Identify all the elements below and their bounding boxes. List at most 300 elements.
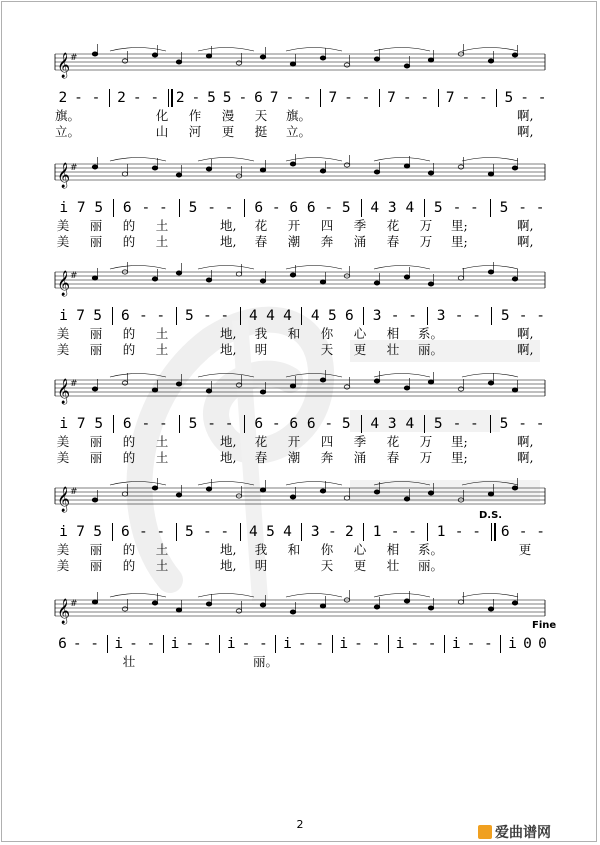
jianpu-note: - xyxy=(271,200,281,216)
jianpu-note: 6 xyxy=(345,308,354,324)
key-sharp-icon: # xyxy=(70,487,78,497)
lyric-syllable: 壮 xyxy=(386,342,400,357)
jianpu-note: 5 xyxy=(93,524,103,540)
staff-note xyxy=(152,601,158,605)
lyric-syllable: 里; xyxy=(451,434,468,449)
staff-note xyxy=(290,495,296,499)
staff-note xyxy=(290,273,296,277)
barline xyxy=(168,89,169,107)
jianpu-note: - - xyxy=(141,200,168,216)
staff-note xyxy=(344,385,350,389)
staff-note xyxy=(374,57,380,61)
staff-note xyxy=(290,384,296,388)
lyric-syllable: 的 xyxy=(122,558,136,573)
lyric-line-2 xyxy=(55,449,550,467)
staff-note xyxy=(260,603,266,607)
lyric-syllable: 美 xyxy=(56,434,70,449)
jianpu-note: i xyxy=(59,308,68,324)
jianpu-note: 3 xyxy=(387,200,397,216)
jianpu-note: - - xyxy=(132,90,160,106)
lyric-syllable: 土 xyxy=(155,234,169,249)
jianpu-note: - - xyxy=(466,636,493,652)
lyric-syllable: 土 xyxy=(155,558,169,573)
lyric-syllable: 明 xyxy=(254,558,268,573)
barline xyxy=(112,523,113,541)
barline xyxy=(332,635,333,653)
barline xyxy=(113,199,114,217)
jianpu-note: 0 xyxy=(538,636,547,652)
staff-note xyxy=(344,163,350,167)
jianpu-note: - - xyxy=(202,308,230,324)
jianpu-note: 6 xyxy=(289,200,299,216)
jianpu-note: i xyxy=(59,416,69,432)
lyric-syllable: 天 xyxy=(320,558,334,573)
jianpu-note: - - xyxy=(518,524,545,540)
barline xyxy=(244,199,245,217)
key-sharp-icon: # xyxy=(70,599,78,609)
jianpu-note: 6 xyxy=(254,416,264,432)
jianpu-note: - - xyxy=(185,636,212,652)
staff-note xyxy=(512,601,518,605)
treble-clef-icon: 𝄞 xyxy=(57,163,71,188)
jianpu-note: 6 xyxy=(122,416,132,432)
staff-note xyxy=(458,276,464,280)
jianpu-note: 3 xyxy=(310,524,320,540)
staff-note xyxy=(512,486,518,490)
staff-note xyxy=(488,381,494,385)
lyric-syllable: 和 xyxy=(287,542,301,557)
staff-note xyxy=(320,56,326,60)
lyric-syllable: 土 xyxy=(155,450,169,465)
lyric-syllable: 土 xyxy=(155,342,169,357)
jianpu-note: 3 xyxy=(436,308,446,324)
staff-note xyxy=(176,382,182,386)
lyric-syllable: 美 xyxy=(56,342,70,357)
jianpu-note: - - xyxy=(202,524,230,540)
jianpu-note: 2 xyxy=(345,524,354,540)
jianpu-note: 5 xyxy=(266,524,275,540)
lyric-syllable: 心 xyxy=(353,326,367,341)
lyric-syllable: 的 xyxy=(122,218,136,233)
lyric-syllable: 旗。 xyxy=(286,108,312,123)
jianpu-note: - - xyxy=(72,636,100,652)
treble-clef-icon: 𝄞 xyxy=(57,271,71,296)
jianpu-note: - - xyxy=(390,308,417,324)
staff-note xyxy=(344,63,350,67)
lyric-syllable: 丽。 xyxy=(253,654,279,669)
staff-note xyxy=(404,497,410,501)
jianpu-note: 4 xyxy=(405,416,415,432)
barline xyxy=(444,635,445,653)
lyric-syllable: 我 xyxy=(254,326,268,341)
treble-clef-icon: 𝄞 xyxy=(57,379,71,404)
lyric-syllable: 相 xyxy=(386,542,400,557)
staff-note xyxy=(512,277,518,281)
staff-note xyxy=(320,489,326,493)
lyric-syllable: 天 xyxy=(254,108,268,123)
jianpu-note: i xyxy=(170,636,180,652)
lyric-syllable: 的 xyxy=(122,450,136,465)
lyric-syllable: 开 xyxy=(287,218,301,233)
lyric-syllable: 更 xyxy=(353,342,367,357)
jianpu-note: - - xyxy=(518,308,545,324)
jianpu-note: - - xyxy=(207,416,234,432)
lyric-syllable: 潮 xyxy=(287,234,301,249)
barline xyxy=(179,199,180,217)
staff-note xyxy=(152,166,158,170)
lyric-syllable: 旗。 xyxy=(55,108,81,123)
staff-note xyxy=(152,388,158,392)
jianpu-note: - - xyxy=(141,416,168,432)
jianpu-note: - - xyxy=(454,308,481,324)
lyric-syllable: 四 xyxy=(320,434,334,449)
staff-note xyxy=(92,52,98,56)
lyric-syllable: 壮 xyxy=(122,654,136,669)
staff-note xyxy=(488,270,494,274)
staff-note xyxy=(236,609,242,613)
jianpu-note: - xyxy=(238,90,248,106)
barline xyxy=(424,415,425,433)
staff-note xyxy=(176,271,182,275)
jianpu-note: 7 xyxy=(76,200,86,216)
lyric-syllable: 立。 xyxy=(286,124,312,139)
jianpu-note: - - xyxy=(74,90,101,106)
jianpu-note: 2 xyxy=(58,90,68,106)
barline xyxy=(301,523,302,541)
barline xyxy=(388,635,389,653)
staff-note xyxy=(404,275,410,279)
staff-note xyxy=(488,172,494,176)
staff-note xyxy=(374,605,380,609)
jianpu-note: 7 xyxy=(387,90,396,106)
lyric-syllable: 的 xyxy=(122,434,136,449)
lyric-syllable: 的 xyxy=(122,234,136,249)
jianpu-note: - - xyxy=(454,524,481,540)
staff-note xyxy=(152,277,158,281)
staff-note xyxy=(320,169,326,173)
jianpu-note: 5 xyxy=(341,416,351,432)
staff-note xyxy=(488,59,494,63)
barline xyxy=(179,415,180,433)
staff-note xyxy=(428,282,434,286)
treble-clef-icon: 𝄞 xyxy=(57,487,71,512)
lyric-syllable: 漫 xyxy=(221,108,235,123)
lyric-syllable: 土 xyxy=(155,542,169,557)
staff-note xyxy=(512,53,518,57)
jianpu-note: 5 xyxy=(499,416,509,432)
lyric-syllable: 丽 xyxy=(89,542,103,557)
staff-5 xyxy=(0,482,600,522)
staff-note xyxy=(260,55,266,59)
jianpu-note: 5 xyxy=(93,308,103,324)
key-sharp-icon: # xyxy=(70,379,78,389)
jianpu-note: - - xyxy=(297,636,325,652)
staff-note xyxy=(260,390,266,394)
jianpu-note: 5 xyxy=(188,416,198,432)
lyric-syllable: 山 xyxy=(155,124,169,139)
staff-note xyxy=(236,272,242,276)
jianpu-note: 5 xyxy=(185,524,194,540)
barline xyxy=(301,307,302,325)
staff-note xyxy=(122,59,128,63)
lyric-syllable: 化 xyxy=(155,108,169,123)
lyric-syllable: 美 xyxy=(56,450,70,465)
lyric-syllable: 万 xyxy=(419,218,433,233)
barline xyxy=(275,635,276,653)
jianpu-note: 5 xyxy=(188,200,198,216)
lyric-syllable: 美 xyxy=(56,218,70,233)
barline xyxy=(107,635,108,653)
fine-mark: Fine xyxy=(532,620,557,631)
lyric-syllable: 系。 xyxy=(418,542,444,557)
lyric-syllable: 壮 xyxy=(386,558,400,573)
staff-2 xyxy=(0,158,600,198)
barline xyxy=(427,307,428,325)
lyric-line-2 xyxy=(55,123,550,141)
staff-note xyxy=(458,165,464,169)
lyric-syllable: 土 xyxy=(155,326,169,341)
jianpu-note: 7 xyxy=(328,90,338,106)
lyric-syllable: 天 xyxy=(320,342,334,357)
barline xyxy=(112,307,113,325)
lyric-syllable: 万 xyxy=(419,450,433,465)
jianpu-note: 0 xyxy=(523,636,532,652)
lyric-syllable: 花 xyxy=(386,434,400,449)
jianpu-note: - - xyxy=(452,416,479,432)
lyric-syllable: 花 xyxy=(386,218,400,233)
staff-note xyxy=(260,279,266,283)
key-sharp-icon: # xyxy=(70,53,78,63)
jianpu-note: 4 xyxy=(283,524,292,540)
staff-note xyxy=(458,387,464,391)
jianpu-note: 1 xyxy=(436,524,446,540)
lyric-syllable: 地, xyxy=(220,450,237,465)
lyric-syllable: 奔 xyxy=(320,450,334,465)
lyric-syllable: 奔 xyxy=(320,234,334,249)
jianpu-row-4 xyxy=(55,414,550,434)
lyric-syllable: 丽。 xyxy=(418,558,444,573)
jianpu-note: - - xyxy=(461,90,488,106)
jianpu-note: - - xyxy=(402,90,430,106)
lyric-syllable: 地, xyxy=(220,434,237,449)
lyric-syllable: 开 xyxy=(287,434,301,449)
jianpu-note: - xyxy=(327,524,337,540)
jianpu-note: 1 xyxy=(372,524,382,540)
staff-note xyxy=(374,281,380,285)
staff-note xyxy=(428,606,434,610)
lyric-syllable: 啊, xyxy=(517,108,534,123)
jianpu-note: - xyxy=(324,416,334,432)
lyric-syllable: 你 xyxy=(320,326,334,341)
jianpu-note: - - xyxy=(138,308,166,324)
staff-note xyxy=(260,488,266,492)
jianpu-note: - xyxy=(324,200,334,216)
jianpu-note: 6 xyxy=(121,524,130,540)
staff-note xyxy=(206,167,212,171)
staff-note xyxy=(260,168,266,172)
lyric-syllable: 季 xyxy=(353,218,367,233)
lyric-syllable: 地, xyxy=(220,218,237,233)
staff-4 xyxy=(0,374,600,414)
jianpu-note: - - xyxy=(518,200,545,216)
jianpu-note: - - xyxy=(390,524,417,540)
barline xyxy=(363,307,364,325)
lyric-syllable: 丽。 xyxy=(418,342,444,357)
staff-note xyxy=(320,604,326,608)
staff-note xyxy=(206,487,212,491)
jianpu-row-3 xyxy=(55,306,550,326)
lyric-syllable: 丽 xyxy=(89,326,103,341)
jianpu-note: - - xyxy=(410,636,437,652)
barline xyxy=(490,415,491,433)
jianpu-note: - - xyxy=(344,90,371,106)
jianpu-row-2 xyxy=(55,198,550,218)
staff-1 xyxy=(0,48,600,88)
staff-6 xyxy=(0,594,600,634)
staff-note xyxy=(428,380,434,384)
jianpu-note: - xyxy=(191,90,201,106)
staff-note xyxy=(320,280,326,284)
jianpu-note: - - xyxy=(207,200,234,216)
lyric-syllable: 挺 xyxy=(254,124,268,139)
lyric-syllable: 明 xyxy=(254,342,268,357)
barline xyxy=(491,523,492,541)
jianpu-note: 5 xyxy=(500,308,510,324)
barline xyxy=(491,307,492,325)
jianpu-note: 4 xyxy=(310,308,320,324)
lyric-syllable: 万 xyxy=(419,434,433,449)
jianpu-note: i xyxy=(451,636,461,652)
lyric-syllable: 四 xyxy=(320,218,334,233)
lyric-syllable: 里; xyxy=(451,218,468,233)
jianpu-note: i xyxy=(226,636,236,652)
jianpu-note: 6 xyxy=(500,524,510,540)
jianpu-note: 5 xyxy=(504,90,514,106)
barline xyxy=(176,523,177,541)
jianpu-note: - - xyxy=(452,200,479,216)
jianpu-note: 4 xyxy=(405,200,415,216)
lyric-syllable: 作 xyxy=(188,108,202,123)
jianpu-note: 6 xyxy=(58,636,67,652)
lyric-syllable: 的 xyxy=(122,342,136,357)
staff-note xyxy=(512,388,518,392)
lyric-syllable: 啊, xyxy=(517,434,534,449)
lyric-syllable: 涌 xyxy=(353,234,367,249)
barline xyxy=(361,199,362,217)
jianpu-note: 3 xyxy=(387,416,397,432)
jianpu-note: 5 xyxy=(433,200,443,216)
jianpu-note: - xyxy=(271,416,281,432)
jianpu-note: 5 xyxy=(499,200,509,216)
staff-note xyxy=(92,387,98,391)
staff-note xyxy=(92,600,98,604)
barline xyxy=(163,635,164,653)
jianpu-note: 5 xyxy=(94,416,104,432)
lyric-line-2 xyxy=(55,233,550,251)
jianpu-note: i xyxy=(59,524,68,540)
jianpu-note: 3 xyxy=(372,308,382,324)
lyric-syllable: 花 xyxy=(254,434,268,449)
lyric-syllable: 心 xyxy=(353,542,367,557)
lyric-syllable: 春 xyxy=(254,450,268,465)
jianpu-note: i xyxy=(508,636,517,652)
jianpu-row-6 xyxy=(55,634,550,654)
page-number: 2 xyxy=(296,818,304,831)
jianpu-note: 7 xyxy=(76,308,85,324)
lyric-syllable: 立。 xyxy=(55,124,81,139)
ds-mark: D.S. xyxy=(479,510,503,521)
lyric-syllable: 春 xyxy=(254,234,268,249)
staff-note xyxy=(122,607,128,611)
jianpu-note: 5 xyxy=(207,90,216,106)
jianpu-note: i xyxy=(395,636,405,652)
lyric-syllable: 啊, xyxy=(517,218,534,233)
lyric-syllable: 你 xyxy=(320,542,334,557)
staff-note xyxy=(236,61,242,65)
lyric-syllable: 啊, xyxy=(517,450,534,465)
lyric-syllable: 相 xyxy=(386,326,400,341)
staff-note xyxy=(122,172,128,176)
lyric-syllable: 季 xyxy=(353,434,367,449)
staff-note xyxy=(458,600,464,604)
lyric-syllable: 啊, xyxy=(517,342,534,357)
jianpu-note: i xyxy=(114,636,124,652)
staff-note xyxy=(122,381,128,385)
barline xyxy=(427,523,428,541)
barline xyxy=(244,415,245,433)
staff-note xyxy=(206,602,212,606)
barline xyxy=(438,89,439,107)
treble-clef-icon: 𝄞 xyxy=(57,53,71,78)
barline xyxy=(496,89,497,107)
staff-note xyxy=(488,492,494,496)
key-sharp-icon: # xyxy=(70,271,78,281)
lyric-syllable: 涌 xyxy=(353,450,367,465)
lyric-syllable: 丽 xyxy=(89,558,103,573)
barline xyxy=(500,635,501,653)
jianpu-note: 6 xyxy=(289,416,299,432)
staff-note xyxy=(512,166,518,170)
barline xyxy=(113,415,114,433)
barline xyxy=(361,415,362,433)
lyric-syllable: 潮 xyxy=(287,450,301,465)
lyric-syllable: 河 xyxy=(188,124,202,139)
lyric-line-2 xyxy=(55,341,550,359)
jianpu-note: 4 xyxy=(370,200,380,216)
jianpu-note: - - xyxy=(285,90,312,106)
lyric-syllable: 地, xyxy=(220,542,237,557)
jianpu-note: i xyxy=(283,636,292,652)
jianpu-note: 4 xyxy=(266,308,275,324)
staff-note xyxy=(92,165,98,169)
lyric-syllable: 土 xyxy=(155,218,169,233)
staff-note xyxy=(404,599,410,603)
jianpu-note: i xyxy=(339,636,349,652)
lyric-syllable: 的 xyxy=(122,326,136,341)
staff-note xyxy=(176,60,182,64)
lyric-syllable: 我 xyxy=(254,542,268,557)
jianpu-row-1 xyxy=(55,88,550,108)
staff-note xyxy=(374,170,380,174)
jianpu-note: 6 xyxy=(254,90,263,106)
jianpu-note: i xyxy=(59,200,69,216)
staff-note xyxy=(176,493,182,497)
staff-note xyxy=(428,171,434,175)
lyric-syllable: 的 xyxy=(122,542,136,557)
lyric-syllable: 丽 xyxy=(89,218,103,233)
lyric-syllable: 丽 xyxy=(89,234,103,249)
staff-note xyxy=(206,54,212,58)
